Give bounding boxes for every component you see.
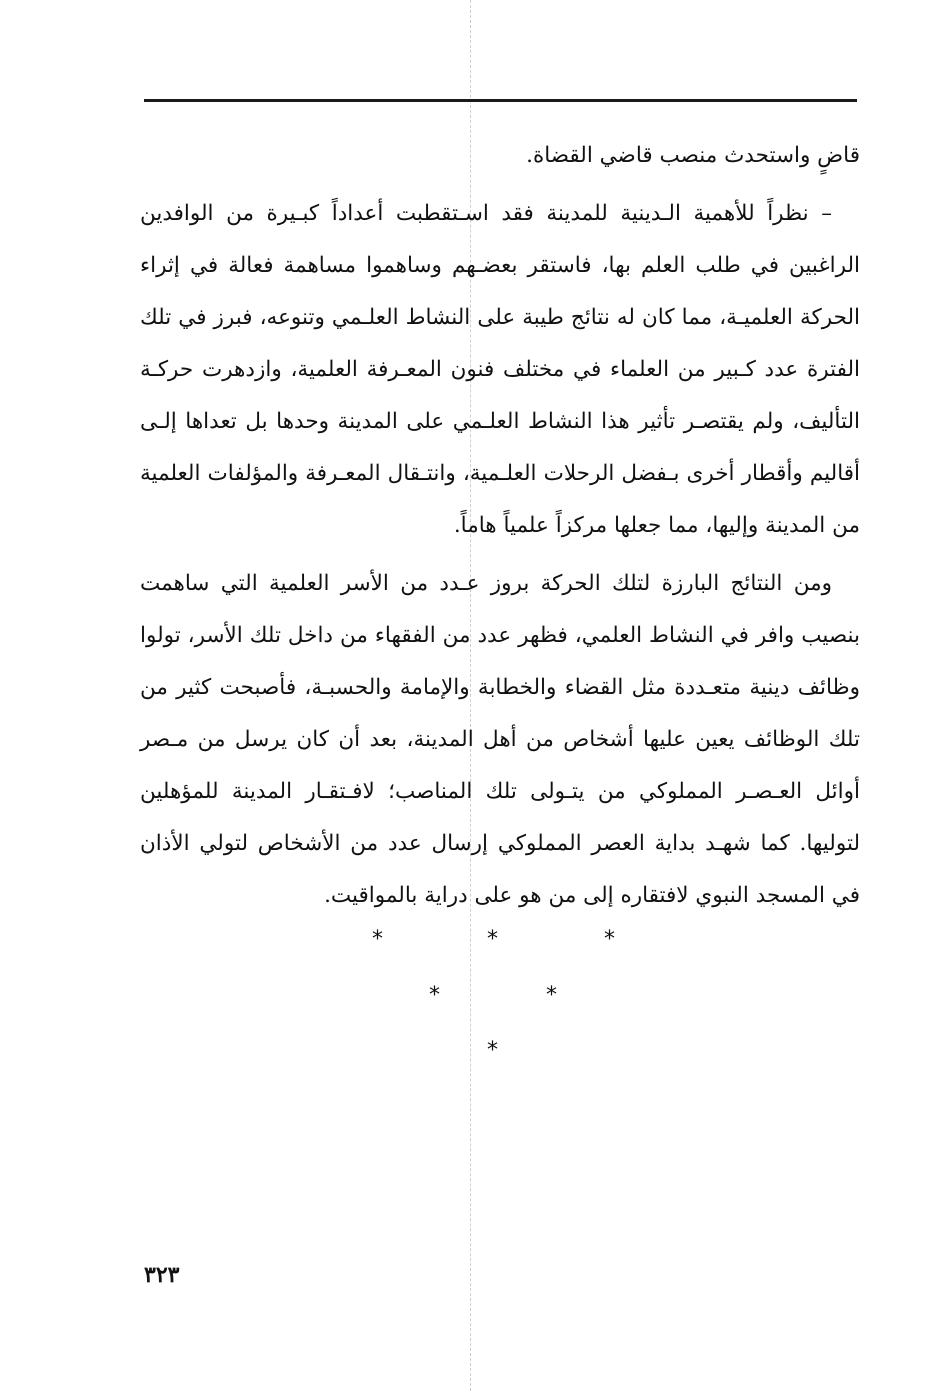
- asterisk-ornament: *: [372, 927, 383, 952]
- page-number: ٣٢٣: [144, 1262, 180, 1288]
- asterisk-ornament: *: [487, 927, 498, 952]
- asterisk-ornament: *: [604, 927, 615, 952]
- asterisk-ornament: *: [487, 1038, 498, 1063]
- header-rule: [144, 99, 857, 102]
- asterisk-ornament: *: [546, 983, 557, 1008]
- ornament-row-1: [0, 920, 944, 960]
- paragraph-religious-importance: – نظراً للأهمية الـدينية للمدينة فقد اسـتقطبت أعداداً كبـيرة من الوافدين الراغبين في طلب العلم بها، فاستقر بعضـهم وساهموا مساهمة فعالة في إثراء الحركة العلميـة، مما كان له نتائج طيبة على النشاط العلـمي وتنوعه، فبرز في تلك الفترة عدد كـبير من العلماء في مختلف فنون المعـرفة العلمية، وازدهرت حركـة التأليف، ولم يقتصـر تأثير هذا النشاط العلـمي على المدينة وحدها بل تعداها إلـى أقاليم وأقطار أخرى بـفضل الرحلات العلـمية، وانتـقال المعـرفة والمؤلفات العلمية من المدينة وإليها، مما جعلها مركزاً علمياً هاماً.: [140, 201, 860, 538]
- ornament-row-2: [0, 976, 944, 1016]
- body-text: [140, 130, 860, 928]
- ornament-row-3: [0, 1031, 944, 1071]
- paragraph-continuation: قاضٍ واستحدث منصب قاضي القضاة.: [526, 143, 860, 168]
- paragraph-scholarly-families: ومن النتائج البارزة لتلك الحركة بروز عـدد من الأسر العلمية التي ساهمت بنصيب وافر في النشاط العلمي، فظهر عدد من الفقهاء من داخل تلك الأسر، تولوا وظائف دينية متعـددة مثل القضاء والخطابة والإمامة والحسبـة، فأصبحت كثير من تلك الوظائف يعين عليها أشخاص من أهل المدينة، بعد أن كان يرسل من مـصر أوائل العـصـر المملوكي من يتـولى تلك المناصب؛ لافـتقـار المدينة للمؤهلين لتوليها. كما شهـد بداية العصر المملوكي إرسال عدد من الأشخاص لتولي الأذان في المسجد النبوي لافتقاره إلى من هو على دراية بالمواقيت.: [140, 571, 860, 908]
- asterisk-ornament: *: [429, 983, 440, 1008]
